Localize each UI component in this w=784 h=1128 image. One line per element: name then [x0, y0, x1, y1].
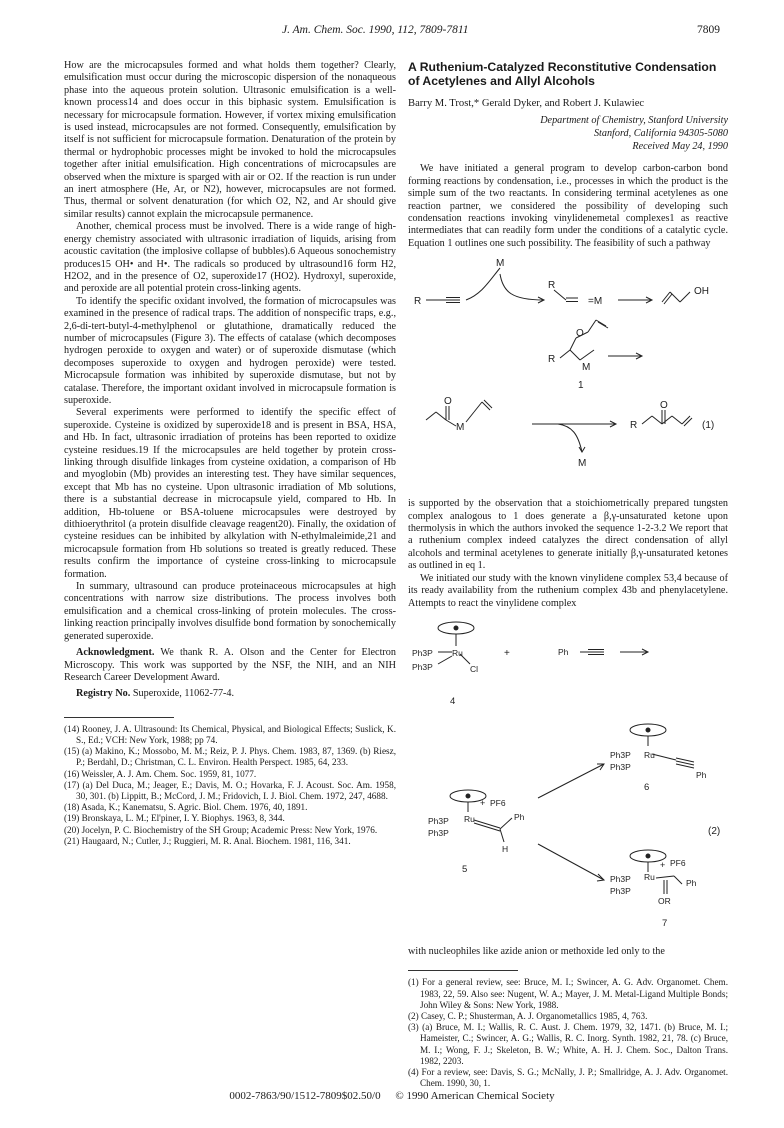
- scheme-label: R: [414, 296, 422, 308]
- running-header: [0, 24, 784, 42]
- paragraph: is supported by the observation that a stoichiometrically prepared tungsten complex analogous to 1 does generate a β,γ-unsaturated ketone upon thermolysis in which the authors invoked the sequence 1-2-3.2 We report that a ruthenium complex indeed catalyzes the direct condensation of allyl alcohols and terminal acetylenes to generate initially β,γ-unsaturated ketones as outlined in eq 1.: [408, 498, 728, 572]
- reference-list: [408, 977, 728, 1089]
- paragraph: To identify the specific oxidant involved, the formation of microcapsules was examined in the presence of radical traps. The addition of nonspecific traps, e.g., 2,6-di-tert-butyl-4-methylphenol or glutathione, dramatically reduced the number of microcapsules (Figure 3). The effects of catalase (which decomposes hydrogen peroxide to oxygen and water) or of superoxide dismutase (which decomposes superoxide to oxygen and hydrogen peroxide) were tested. Microcapsule formation was inhibited by superoxide dismutase, but not by catalase. Therefore, the important oxidant involved in microcapsule formation is superoxide.: [64, 295, 396, 406]
- ligand-label: Ph3P: [412, 661, 433, 672]
- reference-item: (16) Weissler, A. J. Am. Chem. Soc. 1959, 81, 1077.: [64, 768, 257, 779]
- reference-item: (14) Rooney, J. A. Ultrasound: Its Chemical, Physical, and Biological Effects; Suslick, K. S., Ed.; VCH: New York, 1988; pp 74.: [64, 723, 396, 745]
- scheme-label: M: [578, 458, 587, 470]
- charge-label: +: [480, 797, 486, 808]
- counterion-label: PF6: [670, 857, 686, 868]
- metal-label: Ru: [644, 871, 655, 882]
- atom-label: H: [502, 843, 509, 854]
- authors: Barry M. Trost,* Gerald Dyker, and Robert J. Kulawiec: [408, 98, 645, 109]
- paragraph: Several experiments were performed to identify the specific effect of superoxide. Cysteine is oxidized by superoxide18 and is present in BSA, HSA, and Hb. In fact, ultrasonic irradiation of proteins has been reported to oxidize cysteine residues.19 If the microcapsules are held together by protein cross-linking through disulfide linkages from cysteine oxidation, a comparison of Hb and myoglobin (Mb) provides an interesting test. They have similar sequences, except that Mb has no cysteine. Upon ultrasonic irradiation of Mb solutions, there is a substantial decrease in microcapsule yield, compared to Hb. In addition, Hb-toluene or BSA-toluene microcapsules were destroyed by dithioerythritol (a protein disulfide cleavage reagent20). Finally, the oxidation of cysteine residues can be inhibited by alkylation with N-ethylmaleimide,21 and microcapsule formation from Hb solutions so treated is greatly reduced. These results confirm the importance of cysteine cross-linking to microcapsule formation.: [64, 407, 396, 580]
- compound-number: 1: [578, 380, 584, 392]
- reference-item: (3) (a) Bruce, M. I.; Wallis, R. C. Aust. J. Chem. 1979, 32, 1471. (b) Bruce, M. I.; Hameister, C.; Swincer, A. G.; Wallis, R. C. Inorg. Synth. 1982, 21, 78. (c) Bruce, M. I.; Wong, F. J.; Skeleton, B. W.; White, A. H. J. Chem. Soc., Dalton Trans. 1982, 2203.: [408, 1022, 728, 1066]
- scheme-label: R: [630, 420, 638, 432]
- page-number: 7809: [697, 24, 720, 36]
- paragraph: with nucleophiles like azide anion or methoxide led only to the: [408, 945, 665, 957]
- scheme-label: OH: [694, 286, 709, 298]
- ligand-label: Ph3P: [610, 873, 631, 884]
- ligand-label: Ph3P: [412, 647, 433, 658]
- scheme-label: M: [582, 362, 591, 374]
- acknowledgment: [64, 647, 396, 684]
- scheme-label: M: [456, 422, 465, 434]
- acknowledgment-label: Acknowledgment.: [76, 647, 155, 659]
- substituent-label: OR: [658, 895, 671, 906]
- reference-item: (17) (a) Del Duca, M.; Jeager, E.; Davis, M. O.; Hovarka, F. J. Acoust. Soc. Am. 1958, 30, 301. (b) Lippitt, B.; McCord, J. M.; Fridovich, I. J. Biol. Chem. 1972, 247, 4688.: [64, 779, 396, 801]
- compound-number: 5: [462, 863, 468, 875]
- reference-item: (2) Casey, C. P.; Shusterman, A. J. Organometallics 1985, 4, 763.: [408, 1010, 648, 1021]
- ligand-label: Ph3P: [428, 815, 449, 826]
- reference-item: (15) (a) Makino, K.; Mossobo, M. M.; Reiz, P. J. Phys. Chem. 1983, 87, 1369. (b) Riesz, P.; Berdahl, D.; Christman, C. L. Environ. Health Perspect. 1985, 64, 233.: [64, 746, 396, 768]
- scheme-equation-2: [408, 612, 728, 942]
- footnote-rule: [408, 970, 518, 971]
- paragraph: Another, chemical process must be involved. There is a wide range of high-energy chemistry associated with ultrasonic irradiation of liquids, arising from acoustic cavitation (the implosive collapse of bubbles).6 Aqueous sonochemistry produces15 OH• and H•. The radicals so produced by ultrasound16 form H2, H2O2, and in the presence of O2, superoxide17 (HO2). Hydroxyl, superoxide, and peroxide are all potential protein cross-linking agents.: [64, 221, 396, 295]
- scheme-label: M: [496, 258, 505, 270]
- metal-label: Ru: [464, 813, 475, 824]
- article-code: 0002-7863/90/1512-7809$02.50/0: [229, 1090, 381, 1102]
- ligand-label: Ph3P: [610, 761, 631, 772]
- registry-text: Superoxide, 11062-77-4.: [130, 688, 235, 700]
- affiliation-line: Department of Chemistry, Stanford University: [540, 115, 728, 127]
- compound-number: 7: [662, 917, 668, 929]
- compound-number: 6: [644, 781, 650, 793]
- ligand-label: Ph3P: [610, 885, 631, 896]
- ligand-label: Ph: [558, 646, 569, 657]
- left-column: [64, 60, 396, 847]
- ligand-label: Cl: [470, 663, 479, 674]
- reference-item: (20) Jocelyn, P. C. Biochemistry of the SH Group; Academic Press: New York, 1976.: [64, 824, 378, 835]
- reference-item: (18) Asada, K.; Kanematsu, S. Agric. Biol. Chem. 1976, 40, 1891.: [64, 802, 308, 813]
- reference-item: (21) Haugaard, N.; Cutler, J.; Ruggieri, M. R. Anal. Biochem. 1981, 116, 341.: [64, 835, 351, 846]
- scheme-label: R: [548, 280, 556, 292]
- registry-label: Registry No.: [76, 688, 131, 700]
- ligand-label: Ph: [514, 811, 525, 822]
- ligand-label: Ph: [696, 769, 707, 780]
- received-date: Received May 24, 1990: [632, 141, 728, 153]
- paragraph: We initiated our study with the known vinylidene complex 53,4 because of its ready availability from the ruthenium complex 43b and phenylacetylene. Attempts to react the vinylidene complex: [408, 572, 728, 609]
- metal-label: Ru: [452, 647, 463, 658]
- ligand-label: Ph3P: [610, 749, 631, 760]
- page-footer: [0, 1090, 784, 1102]
- right-column: [408, 60, 728, 1089]
- plus-sign: +: [504, 647, 510, 659]
- registry-number: [64, 688, 396, 700]
- scheme-equation-1: [408, 254, 728, 492]
- scheme-label: O: [444, 396, 452, 408]
- reference-item: (4) For a review, see: Davis, S. G.; McNally, J. P.; Smallridge, A. J. Adv. Organomet. Chem. 1990, 30, 1.: [408, 1066, 728, 1089]
- scheme-1-graphic: [408, 254, 728, 492]
- journal-reference: J. Am. Chem. Soc. 1990, 112, 7809-7811: [282, 24, 469, 36]
- paragraph: How are the microcapsules formed and what holds them together? Clearly, emulsification must occur during the microscopic dispersion of the nonaqueous phase into the aqueous protein solution. Ultrasonic emulsification is a well-known process14 and does occur in this biphasic system. Emulsification is necessary for microcapsule formation. However, if vortex mixing emulsification is used instead, microcapsules are not formed. Consequently, emulsification by itself is not sufficient for microcapsule formation. Denaturation of the protein by thermal or hydrophobic processes might be invoked to hold the microcapsules together after initial emulsification. High concentrations of microcapsules are observed when the mixture is sparged with air or O2. If the reaction is run under an inert atmosphere (He, Ar, or N2), however, microcapsules are not formed. Thus, thermal or solvent denaturation (for which O2, N2, and Ar should give similar results) cannot explain the microcapsule permanence.: [64, 60, 396, 220]
- scheme-label: O: [576, 328, 584, 340]
- compound-number: 4: [450, 695, 456, 707]
- reference-list: [64, 724, 396, 847]
- copyright-notice: © 1990 American Chemical Society: [395, 1090, 555, 1102]
- reference-item: (19) Bronskaya, L. M.; El'piner, I. Y. Biophys. 1963, 8, 344.: [64, 813, 285, 824]
- affiliation: [408, 114, 728, 153]
- footnote-rule: [64, 717, 174, 718]
- counterion-label: PF6: [490, 797, 506, 808]
- paragraph: In summary, ultrasound can produce proteinaceous microcapsules at high concentrations with narrow size distributions. The process involves both emulsification and a chemical cross-linking of protein molecules. The cross-linking reaction principally involves disulfide bond formation by sonochemically generated superoxide.: [64, 581, 396, 642]
- metal-label: Ru: [644, 749, 655, 760]
- equation-number: (1): [702, 420, 715, 432]
- scheme-label: O: [660, 400, 668, 412]
- reference-item: (1) For a general review, see: Bruce, M. I.; Swincer, A. G. Adv. Organomet. Chem. 1983, 22, 59. Also see: Nugent, W. A.; Mayer, J. M. Metal-Ligand Multiple Bonds; John Wiley & Sons: New York, 1988.: [408, 977, 728, 1010]
- equation-number: (2): [708, 825, 721, 837]
- ligand-label: Ph: [686, 877, 697, 888]
- charge-label: +: [660, 859, 666, 870]
- paragraph: We have initiated a general program to develop carbon-carbon bond forming reactions by condensation, i.e., processes in which the product is the simple sum of the two reactants. In considering terminal acetylenes as one reaction partner, we considered the possibility of developing such condensation reactions invoking vinylidenemetal complexes1 as reactive intermediates that can readily form under the conditions of a catalytic cycle. Equation 1 outlines one such possibility. The feasibility of such a pathway: [408, 163, 728, 249]
- scheme-label: R: [548, 354, 556, 366]
- ligand-label: Ph3P: [428, 827, 449, 838]
- scheme-2-graphic: [408, 612, 728, 942]
- acknowledgment-text: We thank R. A. Olson and the Center for Electron Microscopy. This work was supported by the NSF, the NIH, and an NIH Research Career Development Award.: [64, 647, 396, 683]
- affiliation-line: Stanford, California 94305-5080: [593, 128, 728, 140]
- scheme-label: =M: [588, 296, 603, 308]
- article-title: A Ruthenium-Catalyzed Reconstitutive Condensation of Acetylenes and Allyl Alcohols: [408, 60, 717, 88]
